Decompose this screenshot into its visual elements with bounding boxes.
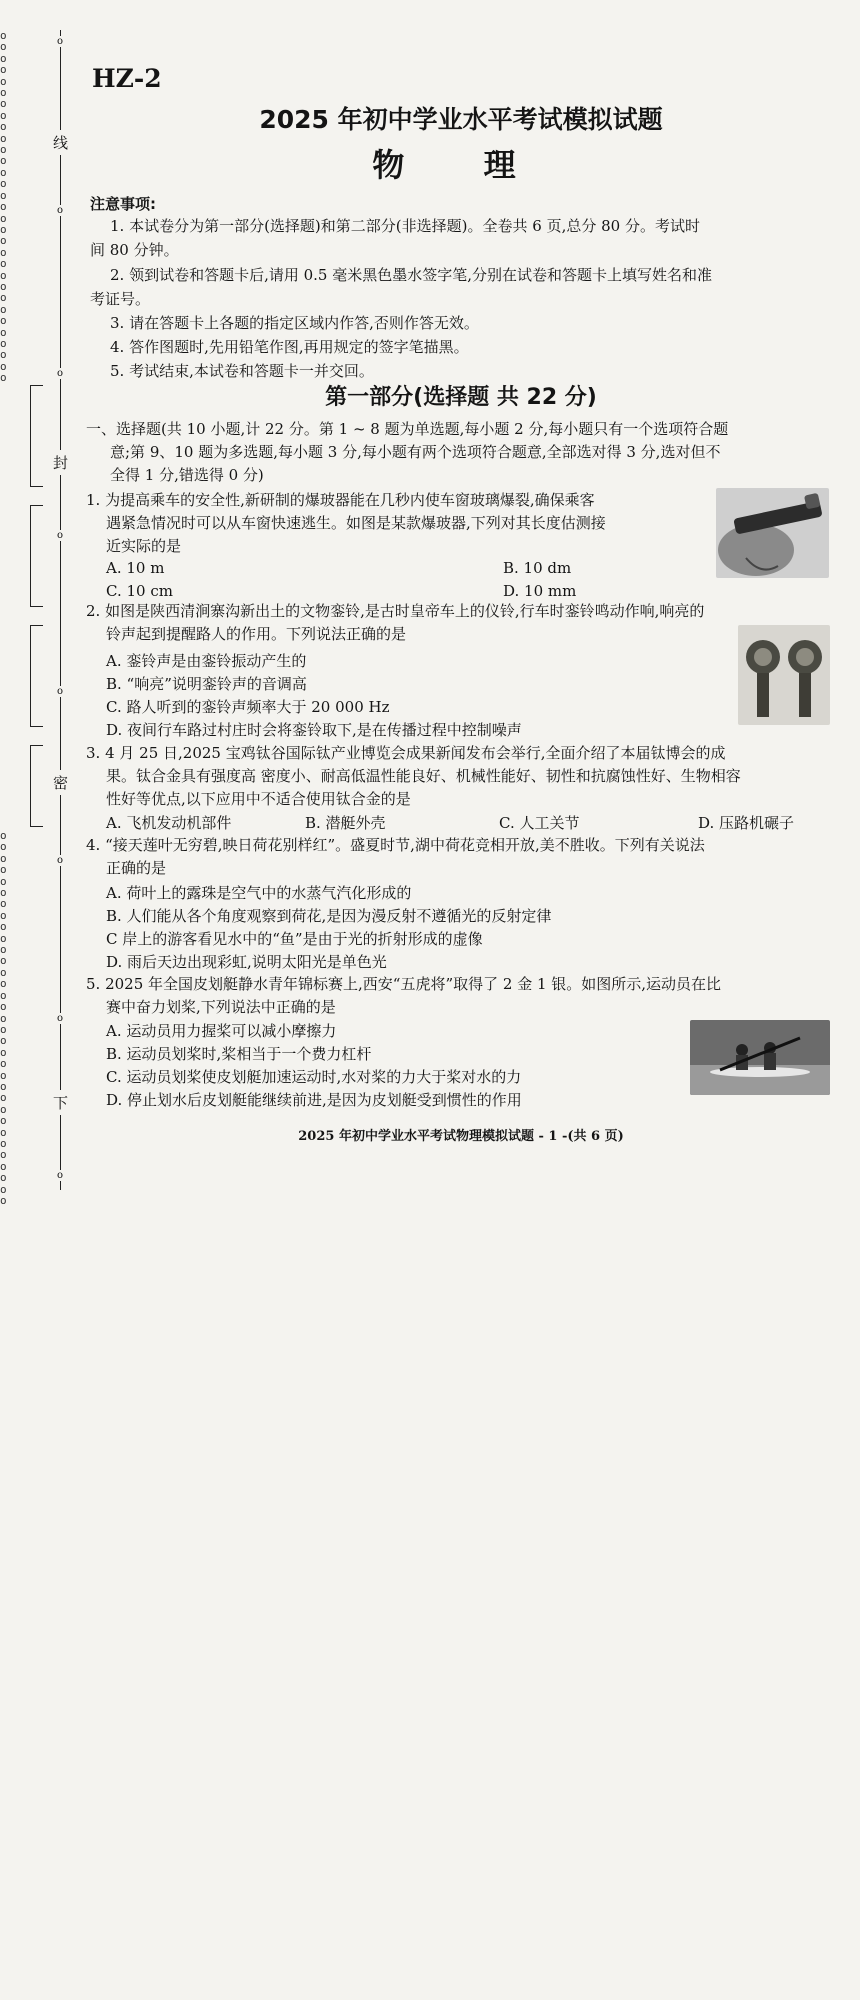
notes-heading: 注意事项: (90, 195, 156, 213)
margin-circle: o (57, 530, 64, 541)
binding-mark-mi: 密 (53, 770, 68, 795)
bronze-bells-photo (738, 625, 830, 725)
question-stem: 3. 4 月 25 日,2025 宝鸡钛谷国际钛产业博览会成果新闻发布会举行,全面介绍了本届钛博会的成 (86, 744, 726, 762)
binding-mark-xia: 下 (53, 1090, 68, 1115)
exam-code: HZ-2 (92, 64, 162, 93)
question-stem: 赛中奋力划桨,下列说法中正确的是 (106, 998, 336, 1016)
student-info-box (30, 745, 43, 827)
glass-breaker-photo (716, 488, 829, 578)
question-stem: 4. “接天莲叶无穷碧,映日荷花别样红”。盛夏时节,湖中荷花竞相开放,美不胜收。下列有关说法 (86, 836, 705, 854)
question-stem: 2. 如图是陕西清涧寨沟新出土的文物銮铃,是古时皇帝车上的仪铃,行车时銮铃鸣动作响,响亮的 (86, 602, 705, 620)
margin-circle: o (57, 855, 64, 866)
note-line: 5. 考试结束,本试卷和答题卡一并交回。 (110, 362, 374, 380)
option-c: C 岸上的游客看见水中的“鱼”是由于光的折射形成的虚像 (106, 930, 483, 948)
question-stem: 铃声起到提醒路人的作用。下列说法正确的是 (106, 625, 407, 643)
option-a: A. 运动员用力握桨可以减小摩擦力 (106, 1022, 337, 1040)
note-line: 3. 请在答题卡上各题的指定区域内作答,否则作答无效。 (110, 314, 479, 332)
instruction-line: 意;第 9、10 题为多选题,每小题 3 分,每小题有两个选项符合题意,全部选对得 3 分,选对但不 (110, 443, 721, 461)
option-c: C. 人工关节 (499, 814, 580, 832)
note-line: 间 80 分钟。 (90, 241, 179, 259)
question-stem: 遇紧急情况时可以从车窗快速逃生。如图是某款爆玻器,下列对其长度估测接 (106, 514, 606, 532)
option-a: A. 荷叶上的露珠是空气中的水蒸气汽化形成的 (106, 884, 412, 902)
instruction-line: 全得 1 分,错选得 0 分) (110, 466, 264, 484)
binding-margin (0, 0, 70, 1215)
option-b: B. 运动员划桨时,桨相当于一个费力杠杆 (106, 1045, 372, 1063)
margin-circle: o (57, 1013, 64, 1024)
margin-circle: o (57, 686, 64, 697)
option-c: C. 10 cm (106, 582, 173, 600)
note-line: 1. 本试卷分为第一部分(选择题)和第二部分(非选择题)。全卷共 6 页,总分 80 分。考试时 (110, 217, 700, 235)
page-footer: 2025 年初中学业水平考试物理模拟试题 - 1 -(共 6 页) (298, 1129, 624, 1144)
perforation-loops-lower: o o o o o o o o o o o o o o o o o o o o o o o o o o o o o o o o o (0, 829, 7, 1207)
question-stem: 近实际的是 (106, 537, 182, 555)
note-line: 考证号。 (90, 290, 151, 308)
question-stem: 1. 为提高乘车的安全性,新研制的爆玻器能在几秒内使车窗玻璃爆裂,确保乘客 (86, 491, 595, 509)
option-b: B. 人们能从各个角度观察到荷花,是因为漫反射不遵循光的反射定律 (106, 907, 552, 925)
option-b: B. 潜艇外壳 (305, 814, 386, 832)
option-d: D. 雨后天边出现彩虹,说明太阳光是单色光 (106, 953, 387, 971)
option-d: D. 压路机碾子 (698, 814, 795, 832)
margin-circle: o (57, 368, 64, 379)
student-info-box (30, 625, 43, 727)
option-d: D. 夜间行车路过村庄时会将銮铃取下,是在传播过程中控制噪声 (106, 721, 522, 739)
option-c: C. 运动员划桨使皮划艇加速运动时,水对桨的力大于桨对水的力 (106, 1068, 522, 1086)
question-stem: 5. 2025 年全国皮划艇静水青年锦标赛上,西安“五虎将”取得了 2 金 1 银。如图所示,运动员在比 (86, 975, 722, 993)
margin-circle: o (57, 36, 64, 47)
exam-title: 2025 年初中学业水平考试模拟试题 (259, 105, 663, 134)
option-d: D. 10 mm (503, 582, 577, 600)
option-b: B. 10 dm (503, 559, 572, 577)
option-b: B. “响亮”说明銮铃声的音调高 (106, 675, 307, 693)
section-title: 第一部分(选择题 共 22 分) (325, 385, 597, 410)
option-c: C. 路人听到的銮铃声频率大于 20 000 Hz (106, 698, 390, 716)
option-a: A. 10 m (106, 559, 165, 577)
student-info-box (30, 505, 43, 607)
note-line: 2. 领到试卷和答题卡后,请用 0.5 毫米黑色墨水签字笔,分别在试卷和答题卡上填写姓名和准 (110, 266, 713, 284)
margin-circle: o (57, 205, 64, 216)
option-a: A. 飞机发动机部件 (106, 814, 232, 832)
question-stem: 性好等优点,以下应用中不适合使用钛合金的是 (106, 790, 411, 808)
student-info-box (30, 385, 43, 487)
option-a: A. 銮铃声是由銮铃振动产生的 (106, 652, 307, 670)
binding-mark-xian: 线 (53, 130, 68, 155)
question-stem: 果。钛合金具有强度高 密度小、耐高低温性能良好、机械性能好、韧性和抗腐蚀性好、生物相容 (106, 767, 741, 785)
question-stem: 正确的是 (106, 859, 167, 877)
margin-circle: o (57, 1170, 64, 1181)
subject-title: 物 理 (372, 146, 550, 184)
kayak-photo (690, 1020, 830, 1095)
instruction-line: 一、选择题(共 10 小题,计 22 分。第 1 ~ 8 题为单选题,每小题 2 分,每小题只有一个选项符合题 (86, 420, 729, 438)
option-d: D. 停止划水后皮划艇能继续前进,是因为皮划艇受到惯性的作用 (106, 1091, 522, 1109)
binding-mark-feng: 封 (53, 450, 68, 475)
perforation-loops: o o o o o o o o o o o o o o o o o o o o o o o o o o o o o o o (0, 29, 7, 385)
note-line: 4. 答作图题时,先用铅笔作图,再用规定的签字笔描黑。 (110, 338, 469, 356)
